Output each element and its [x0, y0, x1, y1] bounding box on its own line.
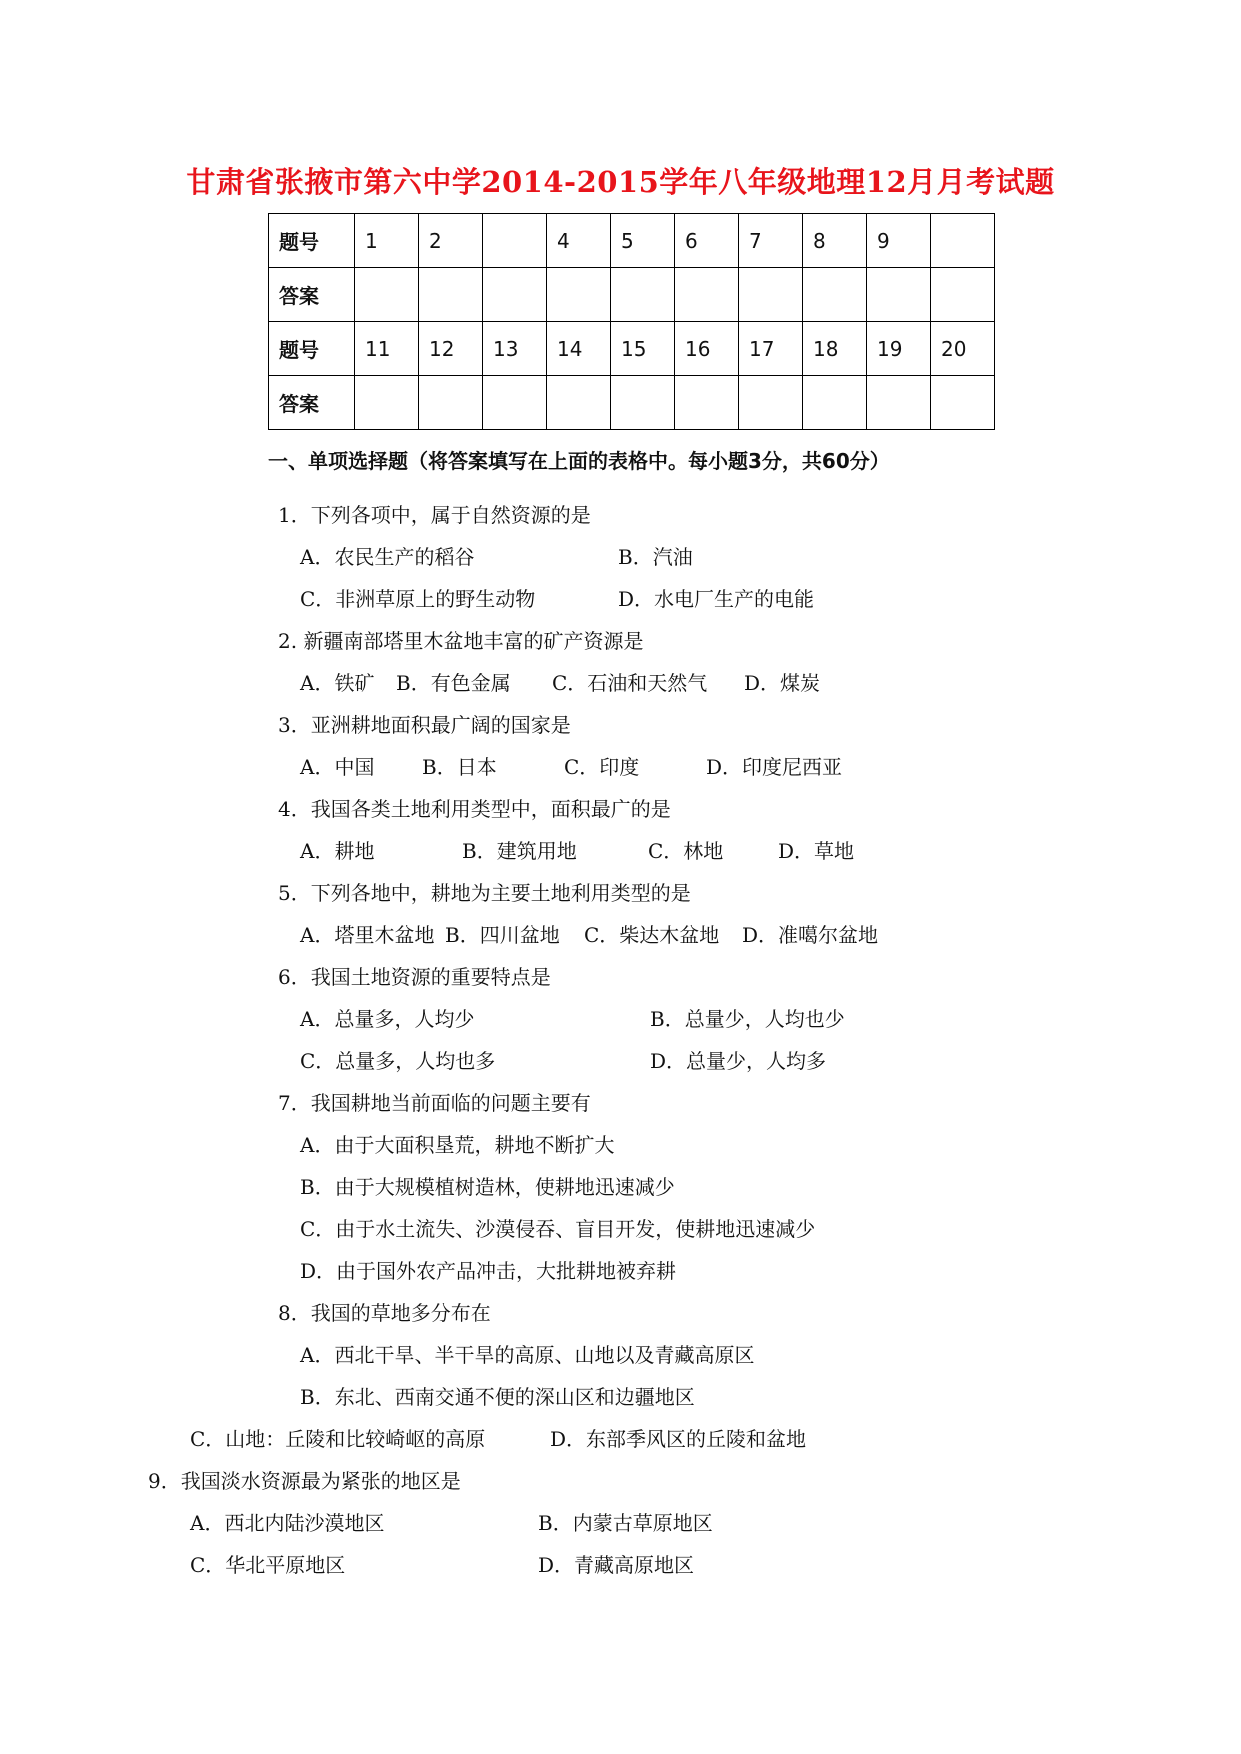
option-c: C．林地 [648, 839, 724, 863]
answer-cell[interactable] [739, 376, 803, 430]
option-b: B．由于大规模植树造林，使耕地迅速减少 [300, 1175, 675, 1199]
option-a: A．铁矿 [300, 671, 375, 695]
option-c: C．非洲草原上的野生动物 [300, 587, 536, 611]
answer-cell[interactable] [867, 376, 931, 430]
option-b: B．内蒙古草原地区 [538, 1511, 713, 1535]
answer-cell[interactable] [867, 268, 931, 322]
question-number-cell: 2 [419, 214, 483, 268]
page-title: 甘肃省张掖市第六中学2014-2015学年八年级地理12月月考试题 [186, 165, 1055, 199]
question-number-cell [483, 214, 547, 268]
answer-cell[interactable] [739, 268, 803, 322]
answer-cell[interactable] [419, 376, 483, 430]
question-number-cell: 4 [547, 214, 611, 268]
row-label: 答案 [269, 268, 355, 322]
option-c: C．总量多，人均也多 [300, 1049, 496, 1073]
option-b: B．四川盆地 [445, 923, 560, 947]
option-b: B．有色金属 [396, 671, 511, 695]
question-stem: 5．下列各地中，耕地为主要土地利用类型的是 [278, 881, 691, 905]
question-number-cell: 14 [547, 322, 611, 376]
question-stem: 9．我国淡水资源最为紧张的地区是 [148, 1469, 461, 1493]
question-number-cell [931, 214, 995, 268]
question-number-cell: 13 [483, 322, 547, 376]
option-b: B．日本 [422, 755, 497, 779]
question-number-cell: 6 [675, 214, 739, 268]
answer-cell[interactable] [547, 268, 611, 322]
row-label: 题号 [269, 322, 355, 376]
table-row-answers-2 [269, 376, 995, 430]
option-b: B．汽油 [618, 545, 693, 569]
question-number-cell: 1 [355, 214, 419, 268]
answer-cell[interactable] [355, 376, 419, 430]
option-d: D．东部季风区的丘陵和盆地 [550, 1427, 807, 1451]
option-b: B．总量少，人均也少 [650, 1007, 845, 1031]
table-row-question-numbers-2 [269, 322, 995, 376]
answer-cell[interactable] [803, 268, 867, 322]
option-a: A．塔里木盆地 [300, 923, 435, 947]
question-number-cell: 20 [931, 322, 995, 376]
option-d: D．准噶尔盆地 [742, 923, 879, 947]
option-d: D．青藏高原地区 [538, 1553, 695, 1577]
option-d: D．总量少，人均多 [650, 1049, 827, 1073]
answer-cell[interactable] [931, 268, 995, 322]
option-d: D．印度尼西亚 [706, 755, 843, 779]
option-c: C．由于水土流失、沙漠侵吞、盲目开发，使耕地迅速减少 [300, 1217, 816, 1241]
row-label: 答案 [269, 376, 355, 430]
question-stem: 7．我国耕地当前面临的问题主要有 [278, 1091, 591, 1115]
option-c: C．华北平原地区 [190, 1553, 346, 1577]
option-a: A．西北干旱、半干旱的高原、山地以及青藏高原区 [300, 1343, 755, 1367]
answer-cell[interactable] [483, 376, 547, 430]
option-b: B．建筑用地 [462, 839, 577, 863]
option-a: A．中国 [300, 755, 375, 779]
option-d: D．煤炭 [744, 671, 821, 695]
question-number-cell: 8 [803, 214, 867, 268]
option-a: A．农民生产的稻谷 [300, 545, 475, 569]
answer-cell[interactable] [547, 376, 611, 430]
question-stem: 6．我国土地资源的重要特点是 [278, 965, 551, 989]
question-stem: 4．我国各类土地利用类型中，面积最广的是 [278, 797, 671, 821]
question-number-cell: 11 [355, 322, 419, 376]
question-stem: 3．亚洲耕地面积最广阔的国家是 [278, 713, 571, 737]
question-number-cell: 16 [675, 322, 739, 376]
table-row-answers-1 [269, 268, 995, 322]
option-c: C．石油和天然气 [552, 671, 708, 695]
answer-cell[interactable] [483, 268, 547, 322]
option-b: B．东北、西南交通不便的深山区和边疆地区 [300, 1385, 695, 1409]
option-d: D．草地 [778, 839, 855, 863]
option-c: C．柴达木盆地 [584, 923, 720, 947]
answer-cell[interactable] [803, 376, 867, 430]
option-a: A．总量多，人均少 [300, 1007, 475, 1031]
question-number-cell: 17 [739, 322, 803, 376]
option-c: C．山地：丘陵和比较崎岖的高原 [190, 1427, 486, 1451]
answer-cell[interactable] [675, 376, 739, 430]
question-stem: 8．我国的草地多分布在 [278, 1301, 491, 1325]
option-c: C．印度 [564, 755, 640, 779]
answer-cell[interactable] [611, 376, 675, 430]
answer-table [268, 213, 995, 430]
answer-cell[interactable] [419, 268, 483, 322]
question-stem: 1．下列各项中，属于自然资源的是 [278, 503, 591, 527]
option-d: D．水电厂生产的电能 [618, 587, 815, 611]
table-row-question-numbers-1 [269, 214, 995, 268]
question-number-cell: 12 [419, 322, 483, 376]
question-number-cell: 18 [803, 322, 867, 376]
question-number-cell: 7 [739, 214, 803, 268]
question-number-cell: 15 [611, 322, 675, 376]
question-number-cell: 9 [867, 214, 931, 268]
answer-cell[interactable] [931, 376, 995, 430]
option-d: D．由于国外农产品冲击，大批耕地被弃耕 [300, 1259, 677, 1283]
option-a: A．西北内陆沙漠地区 [190, 1511, 385, 1535]
section-heading: 一、单项选择题（将答案填写在上面的表格中。每小题3分，共60分） [268, 449, 890, 473]
question-number-cell: 5 [611, 214, 675, 268]
option-a: A．由于大面积垦荒，耕地不断扩大 [300, 1133, 615, 1157]
row-label: 题号 [269, 214, 355, 268]
answer-cell[interactable] [675, 268, 739, 322]
answer-cell[interactable] [355, 268, 419, 322]
answer-cell[interactable] [611, 268, 675, 322]
option-a: A．耕地 [300, 839, 375, 863]
question-number-cell: 19 [867, 322, 931, 376]
question-stem: 2. 新疆南部塔里木盆地丰富的矿产资源是 [278, 629, 644, 653]
